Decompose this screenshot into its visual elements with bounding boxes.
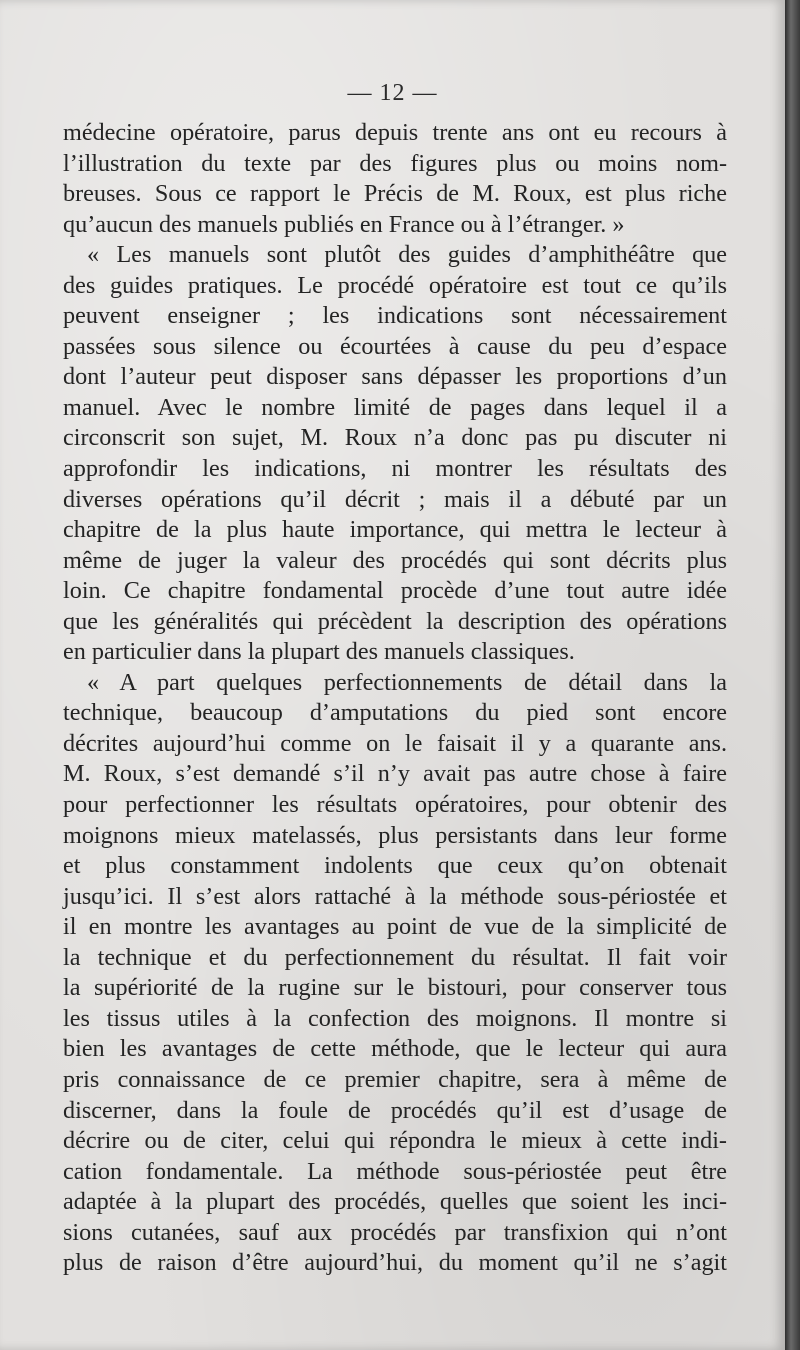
text-line: loin. Ce chapitre fondamental procède d’une tout autre idée [63,577,727,605]
text-line: M. Roux, s’est demandé s’il n’y avait pas autre chose à faire [63,760,727,788]
text-line: pour perfectionner les résultats opératoires, pour obtenir des [63,791,727,819]
page-edge [785,0,800,1350]
text-line: peuvent enseigner ; les indications sont nécessairement [63,302,727,330]
text-line: les tissus utiles à la confection des moignons. Il montre si [63,1004,727,1032]
text-line: adaptée à la plupart des procédés, quelles que soient les inci- [63,1188,727,1216]
text-line: jusqu’ici. Il s’est alors rattaché à la méthode sous-périostée et [63,882,727,910]
text-line: qu’aucun des manuels publiés en France ou à l’étranger. » [63,210,625,238]
text-line: l’illustration du texte par des figures plus ou moins nom- [63,149,727,177]
text-line: diverses opérations qu’il décrit ; mais il a débuté par un [63,485,727,513]
text-line: la technique et du perfectionnement du résultat. Il fait voir [63,943,727,971]
text-line: technique, beaucoup d’amputations du pied sont encore [63,699,727,727]
text-line: passées sous silence ou écourtées à cause du peu d’espace [63,332,727,360]
text-line: « Les manuels sont plutôt des guides d’amphithéâtre que [87,241,727,269]
text-line: même de juger la valeur des procédés qui sont décrits plus [63,546,727,574]
text-line: manuel. Avec le nombre limité de pages dans lequel il a [63,393,727,421]
paragraph [63,668,727,1279]
text-line: chapitre de la plus haute importance, qui mettra le lecteur à [63,516,727,544]
text-line: bien les avantages de cette méthode, que le lecteur qui aura [63,1035,727,1063]
text-line: en particulier dans la plupart des manuels classiques. [63,638,575,666]
paragraph [63,240,727,668]
text-line: que les généralités qui précèdent la description des opérations [63,607,727,635]
text-line: décrire ou de citer, celui qui répondra le mieux à cette indi- [63,1127,727,1155]
text-line: la supériorité de la rugine sur le bistouri, pour conserver tous [63,974,727,1002]
text-line: cation fondamentale. La méthode sous-périostée peut être [63,1157,727,1185]
text-line: breuses. Sous ce rapport le Précis de M. Roux, est plus riche [63,180,727,208]
text-line: dont l’auteur peut disposer sans dépasser les proportions d’un [63,363,727,391]
page-number: — 12 — [347,80,438,106]
text-line: plus de raison d’être aujourd’hui, du moment qu’il ne s’agit [63,1249,727,1277]
text-line: approfondir les indications, ni montrer les résultats des [63,455,727,483]
text-line: pris connaissance de ce premier chapitre, sera à même de [63,1065,727,1093]
text-line: et plus constamment indolents que ceux qu’on obtenait [63,852,727,880]
text-line: discerner, dans la foule de procédés qu’il est d’usage de [63,1096,727,1124]
body-text [63,118,727,1279]
text-line: médecine opératoire, parus depuis trente ans ont eu recours à [63,119,727,146]
text-line: sions cutanées, sauf aux procédés par transfixion qui n’ont [63,1218,727,1246]
text-line: moignons mieux matelassés, plus persistants dans leur forme [63,821,727,849]
text-line: il en montre les avantages au point de vue de la simplicité de [63,913,727,941]
text-line: circonscrit son sujet, M. Roux n’a donc pas pu discuter ni [63,424,727,452]
paragraph [63,118,727,240]
text-line: des guides pratiques. Le procédé opératoire est tout ce qu’ils [63,271,727,299]
text-line: décrites aujourd’hui comme on le faisait il y a quarante ans. [63,729,727,757]
text-line: « A part quelques perfectionnements de détail dans la [87,668,727,696]
